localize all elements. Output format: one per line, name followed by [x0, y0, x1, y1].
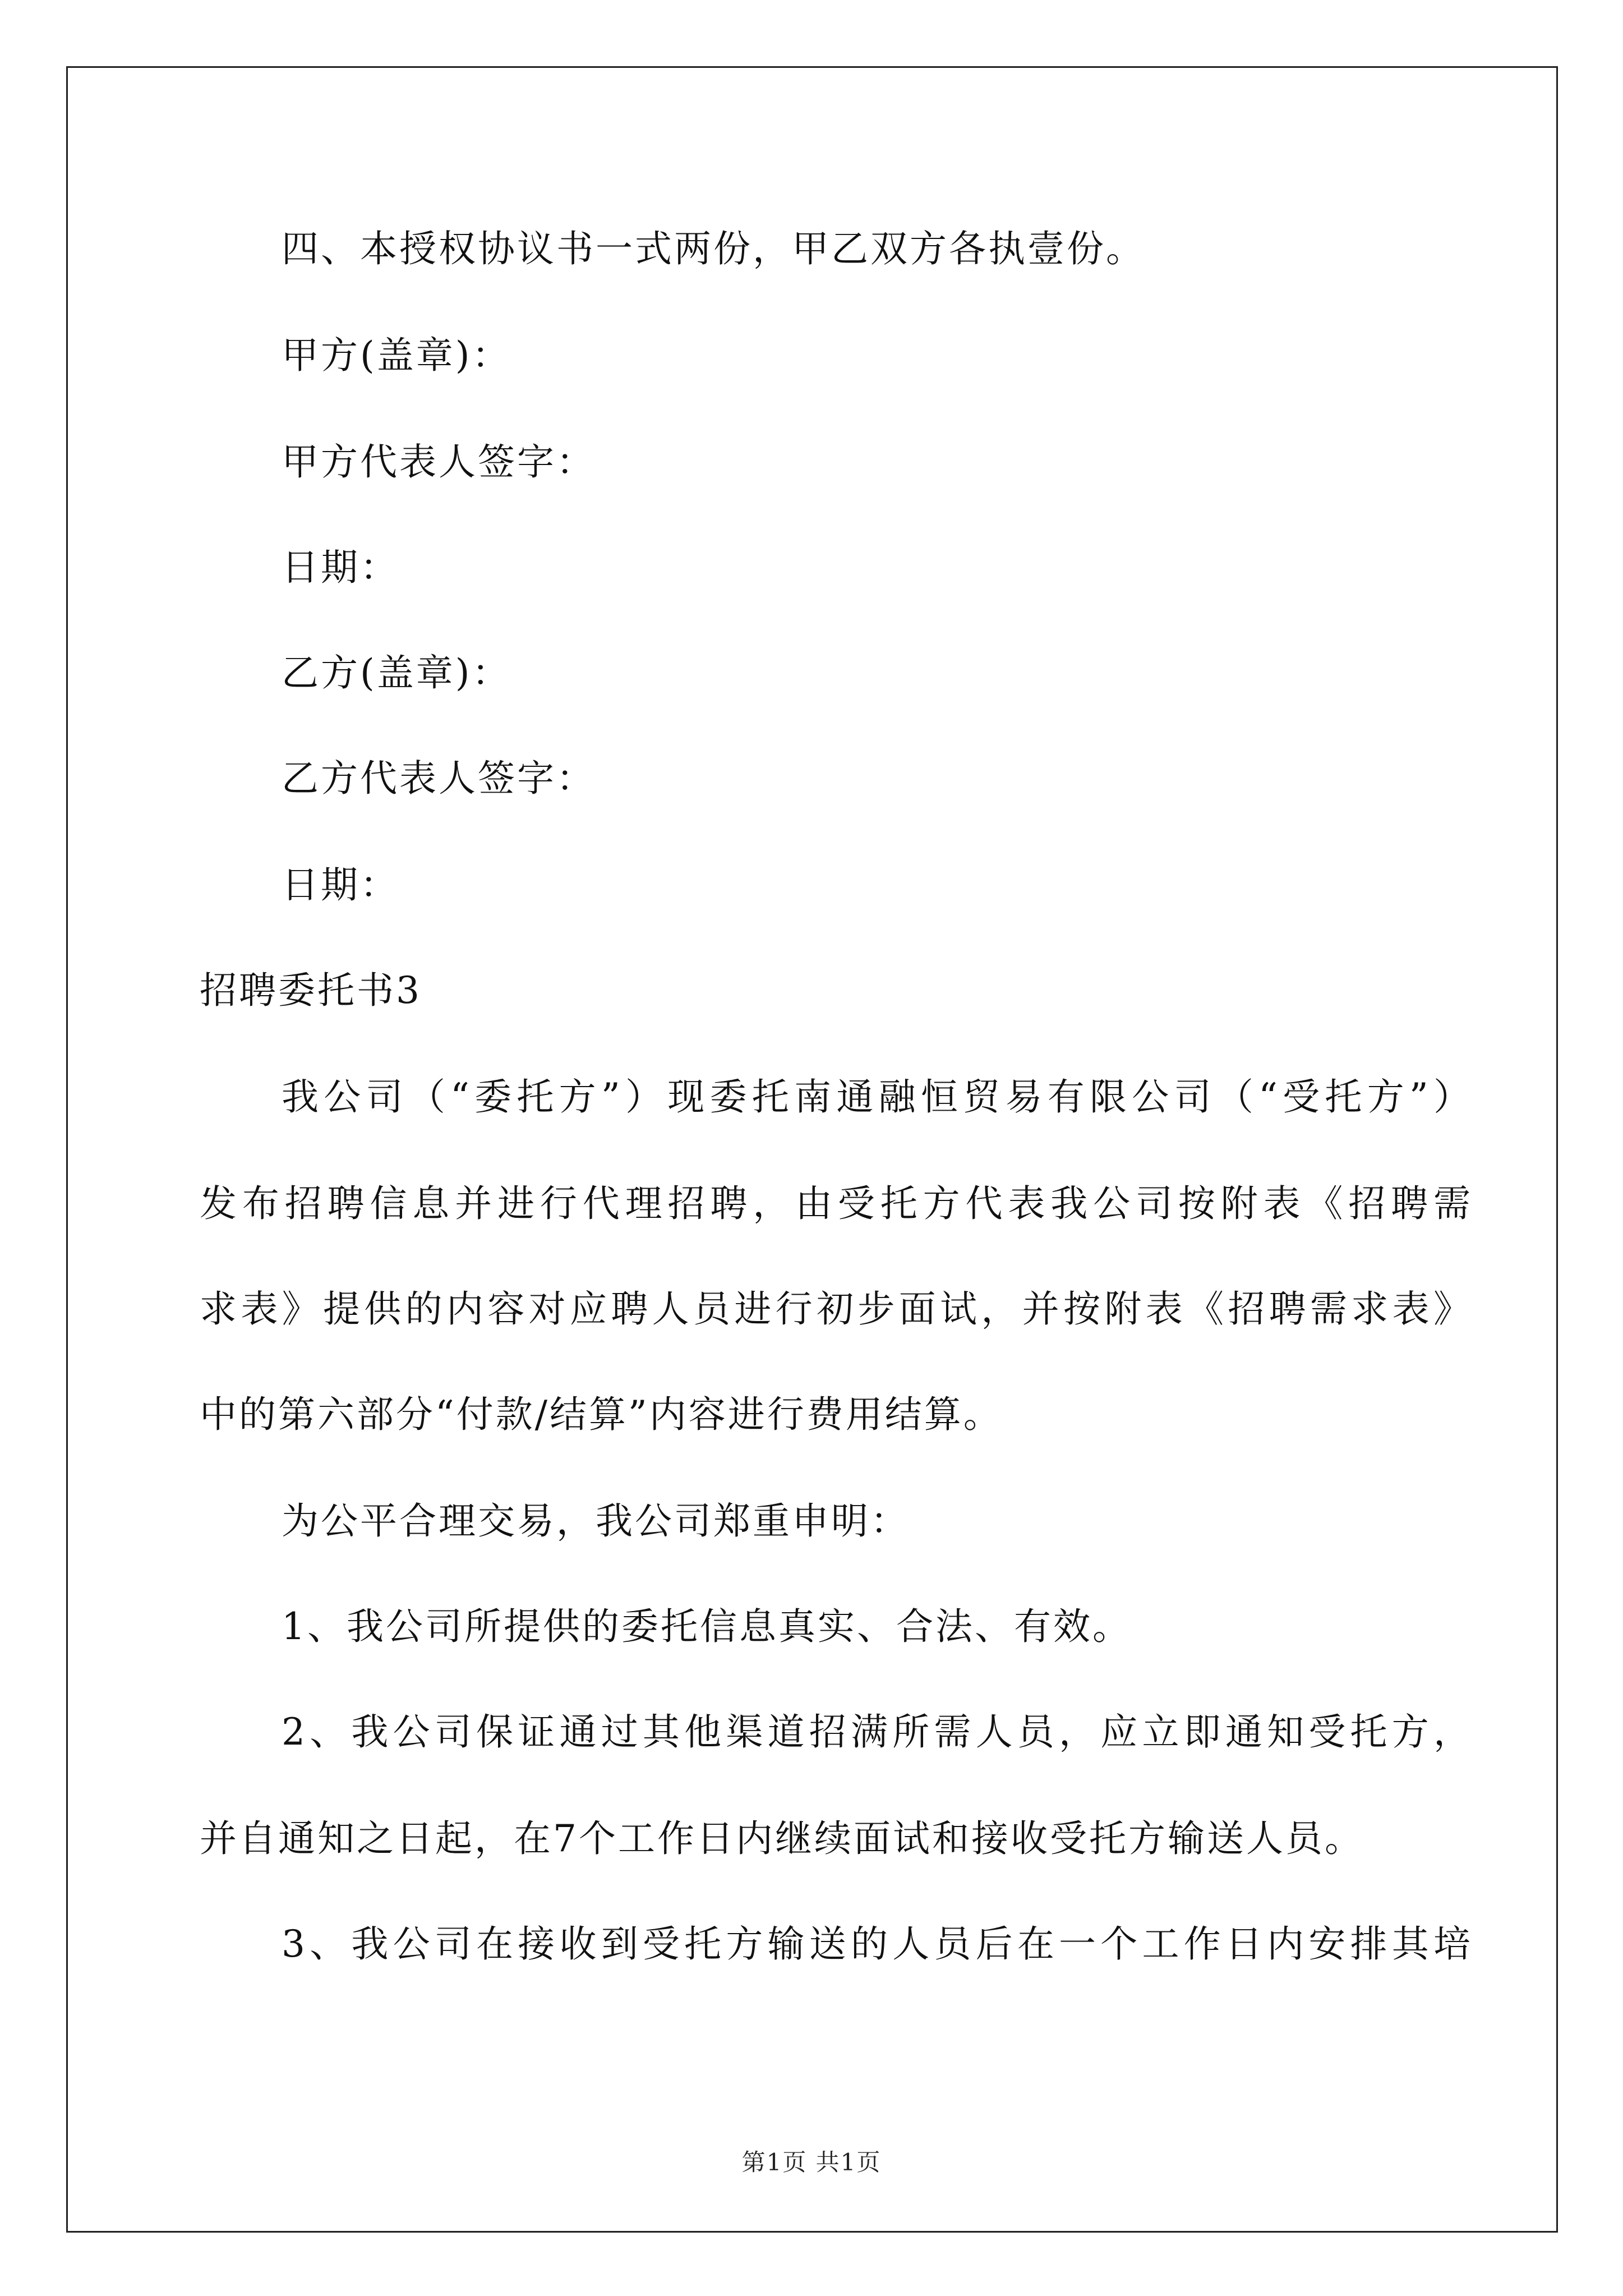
paragraph-line-3: 求表》提供的内容对应聘人员进行初步面试，并按附表《招聘需求表》	[200, 1287, 1470, 1331]
clause-four-copies: 四、本授权协议书一式两份，甲乙双方各执壹份。	[282, 227, 1145, 270]
page-border	[66, 66, 1558, 2233]
declaration-item-2-line-2: 并自通知之日起，在7个工作日内继续面试和接收受托方输送人员。	[200, 1817, 1364, 1860]
party-b-date-label: 日期：	[282, 863, 399, 907]
party-b-seal-label: 乙方(盖章)：	[282, 651, 511, 694]
party-a-date-label: 日期：	[282, 546, 399, 589]
party-a-signature-label: 甲方代表人签字：	[282, 440, 596, 484]
paragraph-line-2: 发布招聘信息并进行代理招聘，由受托方代表我公司按附表《招聘需	[200, 1182, 1470, 1225]
party-b-signature-label: 乙方代表人签字：	[282, 757, 596, 800]
section-title: 招聘委托书3	[200, 969, 422, 1012]
paragraph-line-1: 我公司（“委托方”）现委托南通融恒贸易有限公司（“受托方”）	[282, 1075, 1470, 1119]
declaration-item-2-line-1: 2、我公司保证通过其他渠道招满所需人员，应立即通知受托方，	[282, 1710, 1470, 1754]
paragraph-line-4: 中的第六部分“付款/结算”内容进行费用结算。	[200, 1393, 1003, 1436]
declaration-intro: 为公平合理交易，我公司郑重申明：	[282, 1499, 910, 1543]
party-a-seal-label: 甲方(盖章)：	[282, 334, 511, 377]
declaration-item-1: 1、我公司所提供的委托信息真实、合法、有效。	[282, 1605, 1132, 1648]
page-number-footer: 第1页 共1页	[741, 2148, 882, 2176]
declaration-item-3-line-1: 3、我公司在接收到受托方输送的人员后在一个工作日内安排其培	[282, 1922, 1470, 1966]
